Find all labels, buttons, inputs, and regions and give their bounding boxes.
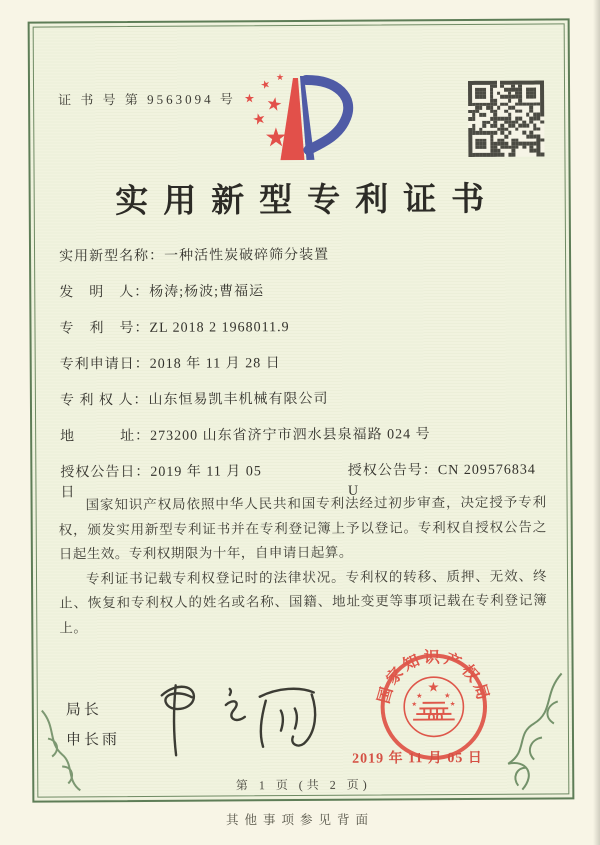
page-number: 第 1 页 (共 2 页) [235,777,371,793]
back-side-note: 其他事项参见背面 [225,813,374,827]
field-label: 专利申请日： [59,356,150,373]
legal-paragraph-2: 专利证书记载专利权登记时的法律状况。专利权的转移、质押、无效、终止、恢复和专利权人的姓名或名称、国籍、地址变更等事项记载在专利登记簿上。 [59,568,548,636]
field-address [60,425,546,464]
seal-gate-icon [413,700,456,720]
field-patent-number [59,317,545,356]
svg-text:★: ★ [264,92,284,116]
field-inventors [59,281,545,320]
svg-text:★: ★ [258,77,273,93]
grant-date: 授权公告日：2019 年 11 月 05 日 [60,464,262,501]
svg-text:★: ★ [250,110,268,130]
field-value: 一种活性炭破碎筛分装置 [164,247,330,264]
cnipa-logo-icon [236,66,367,175]
commissioner-block [66,695,120,755]
svg-text:★: ★ [427,679,440,695]
seal-ring-text: 国家知识产权局 [375,649,492,706]
commissioner-signature [146,668,347,774]
certificate-fields [59,245,547,501]
commissioner-title: 局长 [65,702,102,719]
field-value: 2018 年 11 月 28 日 [149,356,281,372]
field-utility-model-name [59,245,545,284]
field-label: 专 利 号： [59,320,150,337]
field-label: 专 利 权 人： [59,392,149,409]
commissioner-name: 申长雨 [65,732,121,749]
svg-text:★: ★ [275,72,285,83]
certificate-number: 证 书 号 第 9563094 号 [58,91,236,108]
field-label: 地 址： [60,428,151,445]
seal-date: 2019 年 11 月 05 日 [352,750,483,767]
official-seal [349,629,518,790]
certificate-frame [28,18,575,802]
field-value: 273200 山东省济宁市泗水县泉福路 024 号 [150,427,431,444]
logo-star-icon: ★ [264,123,288,153]
svg-text:★: ★ [444,691,451,700]
svg-text:★: ★ [244,91,255,106]
certificate-title: 实用新型专利证书 [115,181,500,221]
field-value: 杨涛;杨波;曹福运 [149,284,265,300]
seal-emblem-icon [411,679,455,708]
field-application-date [60,353,546,392]
field-value: 山东恒易凯丰机械有限公司 [148,391,329,408]
qr-code [468,81,544,157]
grant-number: 授权公告号：CN 209576834 U [347,462,536,499]
svg-text:★: ★ [416,692,423,701]
field-patentee [60,389,546,428]
legal-paragraph-1: 国家知识产权局依照中华人民共和国专利法经过初步审查，决定授予专利权，颁发实用新型专利证书并在专利登记簿上予以登记。专利权自授权公告之日起生效。专利权期限为十年，自申请日起算。 [58,494,547,562]
field-value: ZL 2018 2 1968011.9 [149,320,290,336]
field-label: 发 明 人： [59,284,150,301]
svg-text:★: ★ [449,700,456,708]
svg-text:★: ★ [411,701,418,709]
legal-paragraphs [59,491,548,641]
field-label: 实用新型名称： [59,248,165,265]
